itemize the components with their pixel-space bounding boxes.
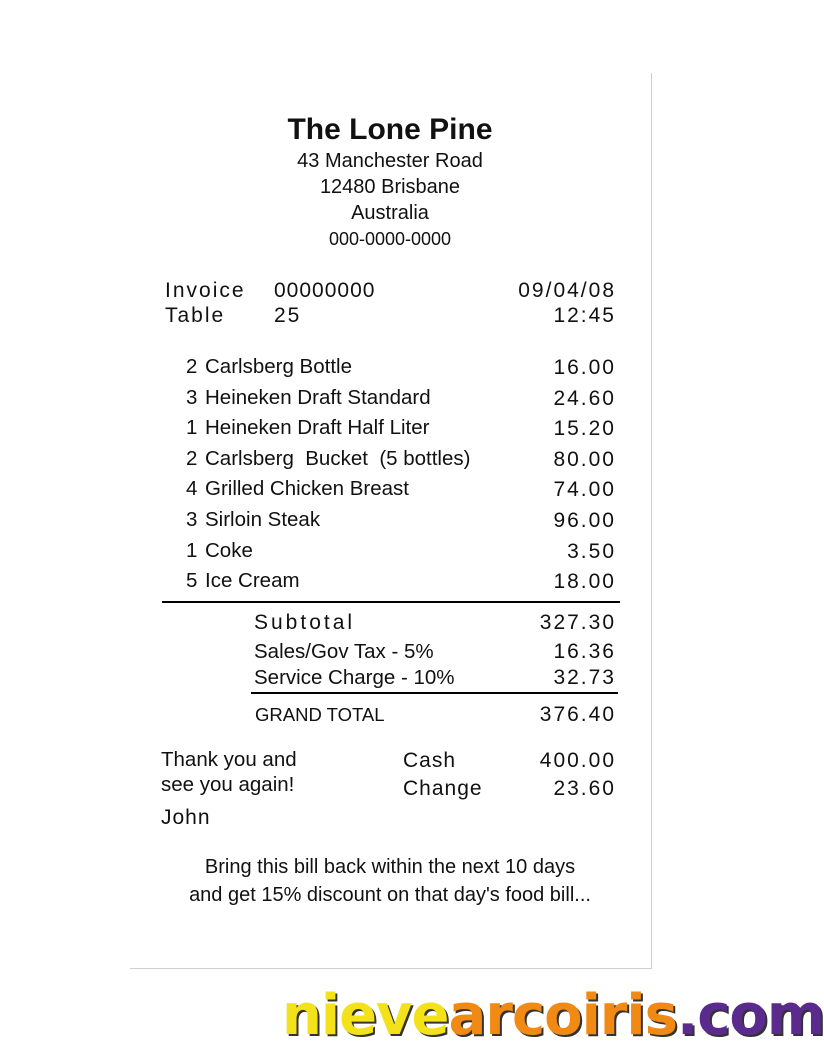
item-name: Ice Cream [205,569,300,592]
item-qty: 3 [186,386,198,409]
receipt-edge-right [651,73,652,969]
service-value: 32.73 [553,666,616,689]
table-number: 25 [274,304,302,327]
shop-phone: 000-0000-0000 [328,229,452,249]
receipt-header [160,112,620,252]
watermark-part-3: .com [676,983,824,1048]
item-amount: 16.00 [553,356,616,379]
change-label: Change [403,777,483,800]
subtotal-value: 327.30 [539,611,616,634]
server-name: John [161,806,211,829]
cash-value: 400.00 [539,749,616,772]
watermark-logo [282,984,824,1048]
item-name: Carlsberg Bottle [205,355,352,378]
table-label: Table [165,304,226,327]
item-qty: 4 [186,477,198,500]
promo-line-2: and get 15% discount on that day's food bill... [189,884,591,906]
service-label: Service Charge - 10% [254,666,455,689]
items-divider [162,601,620,603]
tax-value: 16.36 [553,640,616,663]
totals-divider [251,692,618,694]
item-name: Sirloin Steak [205,508,321,531]
watermark-part-1: nieve [282,983,449,1048]
cash-label: Cash [403,749,457,772]
invoice-label: Invoice [165,279,246,302]
item-qty: 2 [186,355,198,378]
subtotal-label: Subtotal [254,611,356,634]
item-name: Carlsberg Bucket (5 bottles) [205,447,471,470]
item-qty: 1 [186,416,198,439]
item-amount: 15.20 [553,417,616,440]
item-name: Heineken Draft Half Liter [205,416,430,439]
item-amount: 24.60 [553,387,616,410]
item-name: Coke [205,539,253,562]
item-qty: 2 [186,447,198,470]
item-qty: 5 [186,569,198,592]
invoice-time: 12:45 [553,304,616,327]
watermark-part-2: arcoiris [448,983,677,1048]
shop-name: The Lone Pine [287,113,493,146]
grand-total-label: GRAND TOTAL [255,704,385,725]
item-amount: 3.50 [567,540,616,563]
item-amount: 80.00 [553,448,616,471]
receipt-edge-bottom [130,968,652,969]
address-line-1: 43 Manchester Road [297,150,483,172]
promo-line-1: Bring this bill back within the next 10 days [204,856,576,878]
item-name: Heineken Draft Standard [205,386,431,409]
item-amount: 74.00 [553,478,616,501]
address-country: Australia [351,202,429,224]
invoice-number: 00000000 [274,279,376,302]
grand-total-value: 376.40 [539,703,616,726]
item-qty: 1 [186,539,198,562]
address-line-2: 12480 Brisbane [319,176,461,198]
item-name: Grilled Chicken Breast [205,477,409,500]
change-value: 23.60 [553,777,616,800]
thanks-line-1: Thank you and [161,748,297,771]
item-amount: 18.00 [553,570,616,593]
thanks-line-2: see you again! [161,773,295,796]
item-amount: 96.00 [553,509,616,532]
tax-label: Sales/Gov Tax - 5% [254,640,434,663]
promo-footer [150,853,630,909]
invoice-date: 09/04/08 [518,279,616,302]
item-qty: 3 [186,508,198,531]
